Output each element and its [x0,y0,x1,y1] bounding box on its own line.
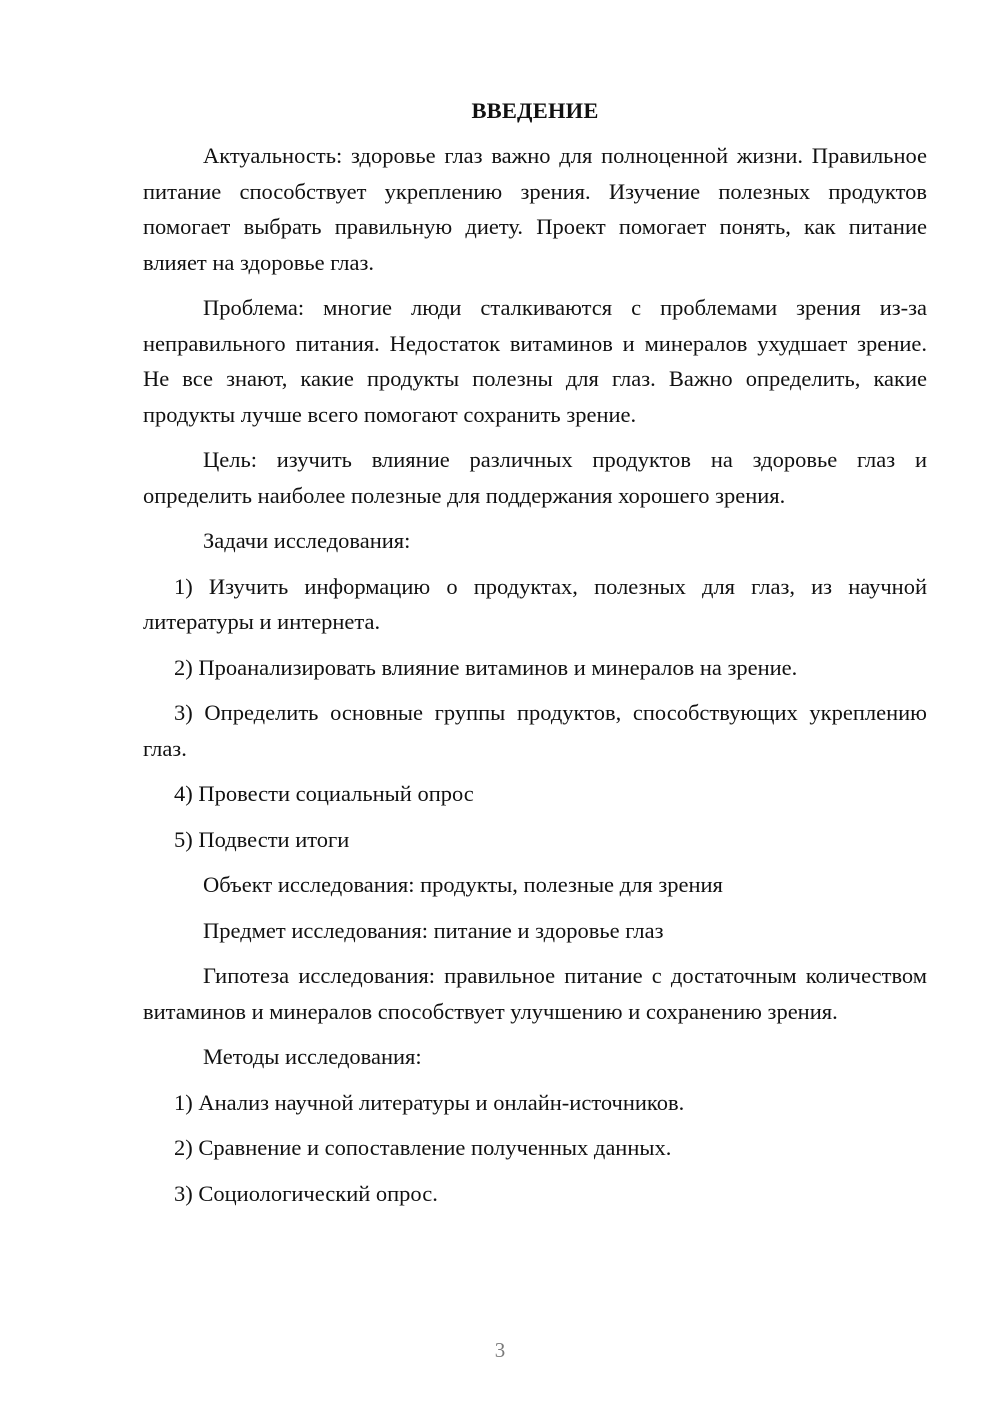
paragraph: Проблема: многие люди сталкиваются с проблемами зрения из-за неправильного питания. Недостаток витаминов и минералов ухудшает зрение. Не все знают, какие продукты полезны для глаз. Важно определить, какие продукты лучше всего помогают сохранить зрение. [143,295,927,427]
list-item: 3) Социологический опрос. [174,1180,438,1206]
paragraph: Предмет исследования: питание и здоровье глаз [203,917,664,943]
list-item: 2) Сравнение и сопоставление полученных данных. [174,1135,672,1160]
section-title: ВВЕДЕНИЕ [471,98,599,123]
list-item: 4) Провести социальный опрос [174,781,474,806]
list-item: 5) Подвести итоги [174,826,350,852]
list-item: 3) Определить основные группы продуктов, способствующих укреплению глаз. [143,700,927,761]
list-item: 1) Изучить информацию о продуктах, полезных для глаз, из научной литературы и интернета. [143,573,927,634]
list-item: 2) Проанализировать влияние витаминов и минералов на зрение. [174,654,798,680]
paragraph: Гипотеза исследования: правильное питание с достаточным количеством витаминов и минералов способствует улучшению и сохранению зрения. [143,963,927,1024]
page-content [143,93,927,1221]
paragraph: Методы исследования: [203,1044,422,1069]
paragraph: Объект исследования: продукты, полезные для зрения [203,872,723,897]
list-item: 1) Анализ научной литературы и онлайн-источников. [174,1089,685,1115]
paragraph: Цель: изучить влияние различных продуктов на здоровье глаз и определить наиболее полезные для поддержания хорошего зрения. [143,447,927,508]
page-number: 3 [494,1338,506,1362]
paragraph: Задачи исследования: [203,528,411,553]
paragraph: Актуальность: здоровье глаз важно для полноценной жизни. Правильное питание способствует укреплению зрения. Изучение полезных продуктов помогает выбрать правильную диету. Проект помогает понять, как питание влияет на здоровье глаз. [143,143,927,275]
paragraph-list [143,138,927,1211]
